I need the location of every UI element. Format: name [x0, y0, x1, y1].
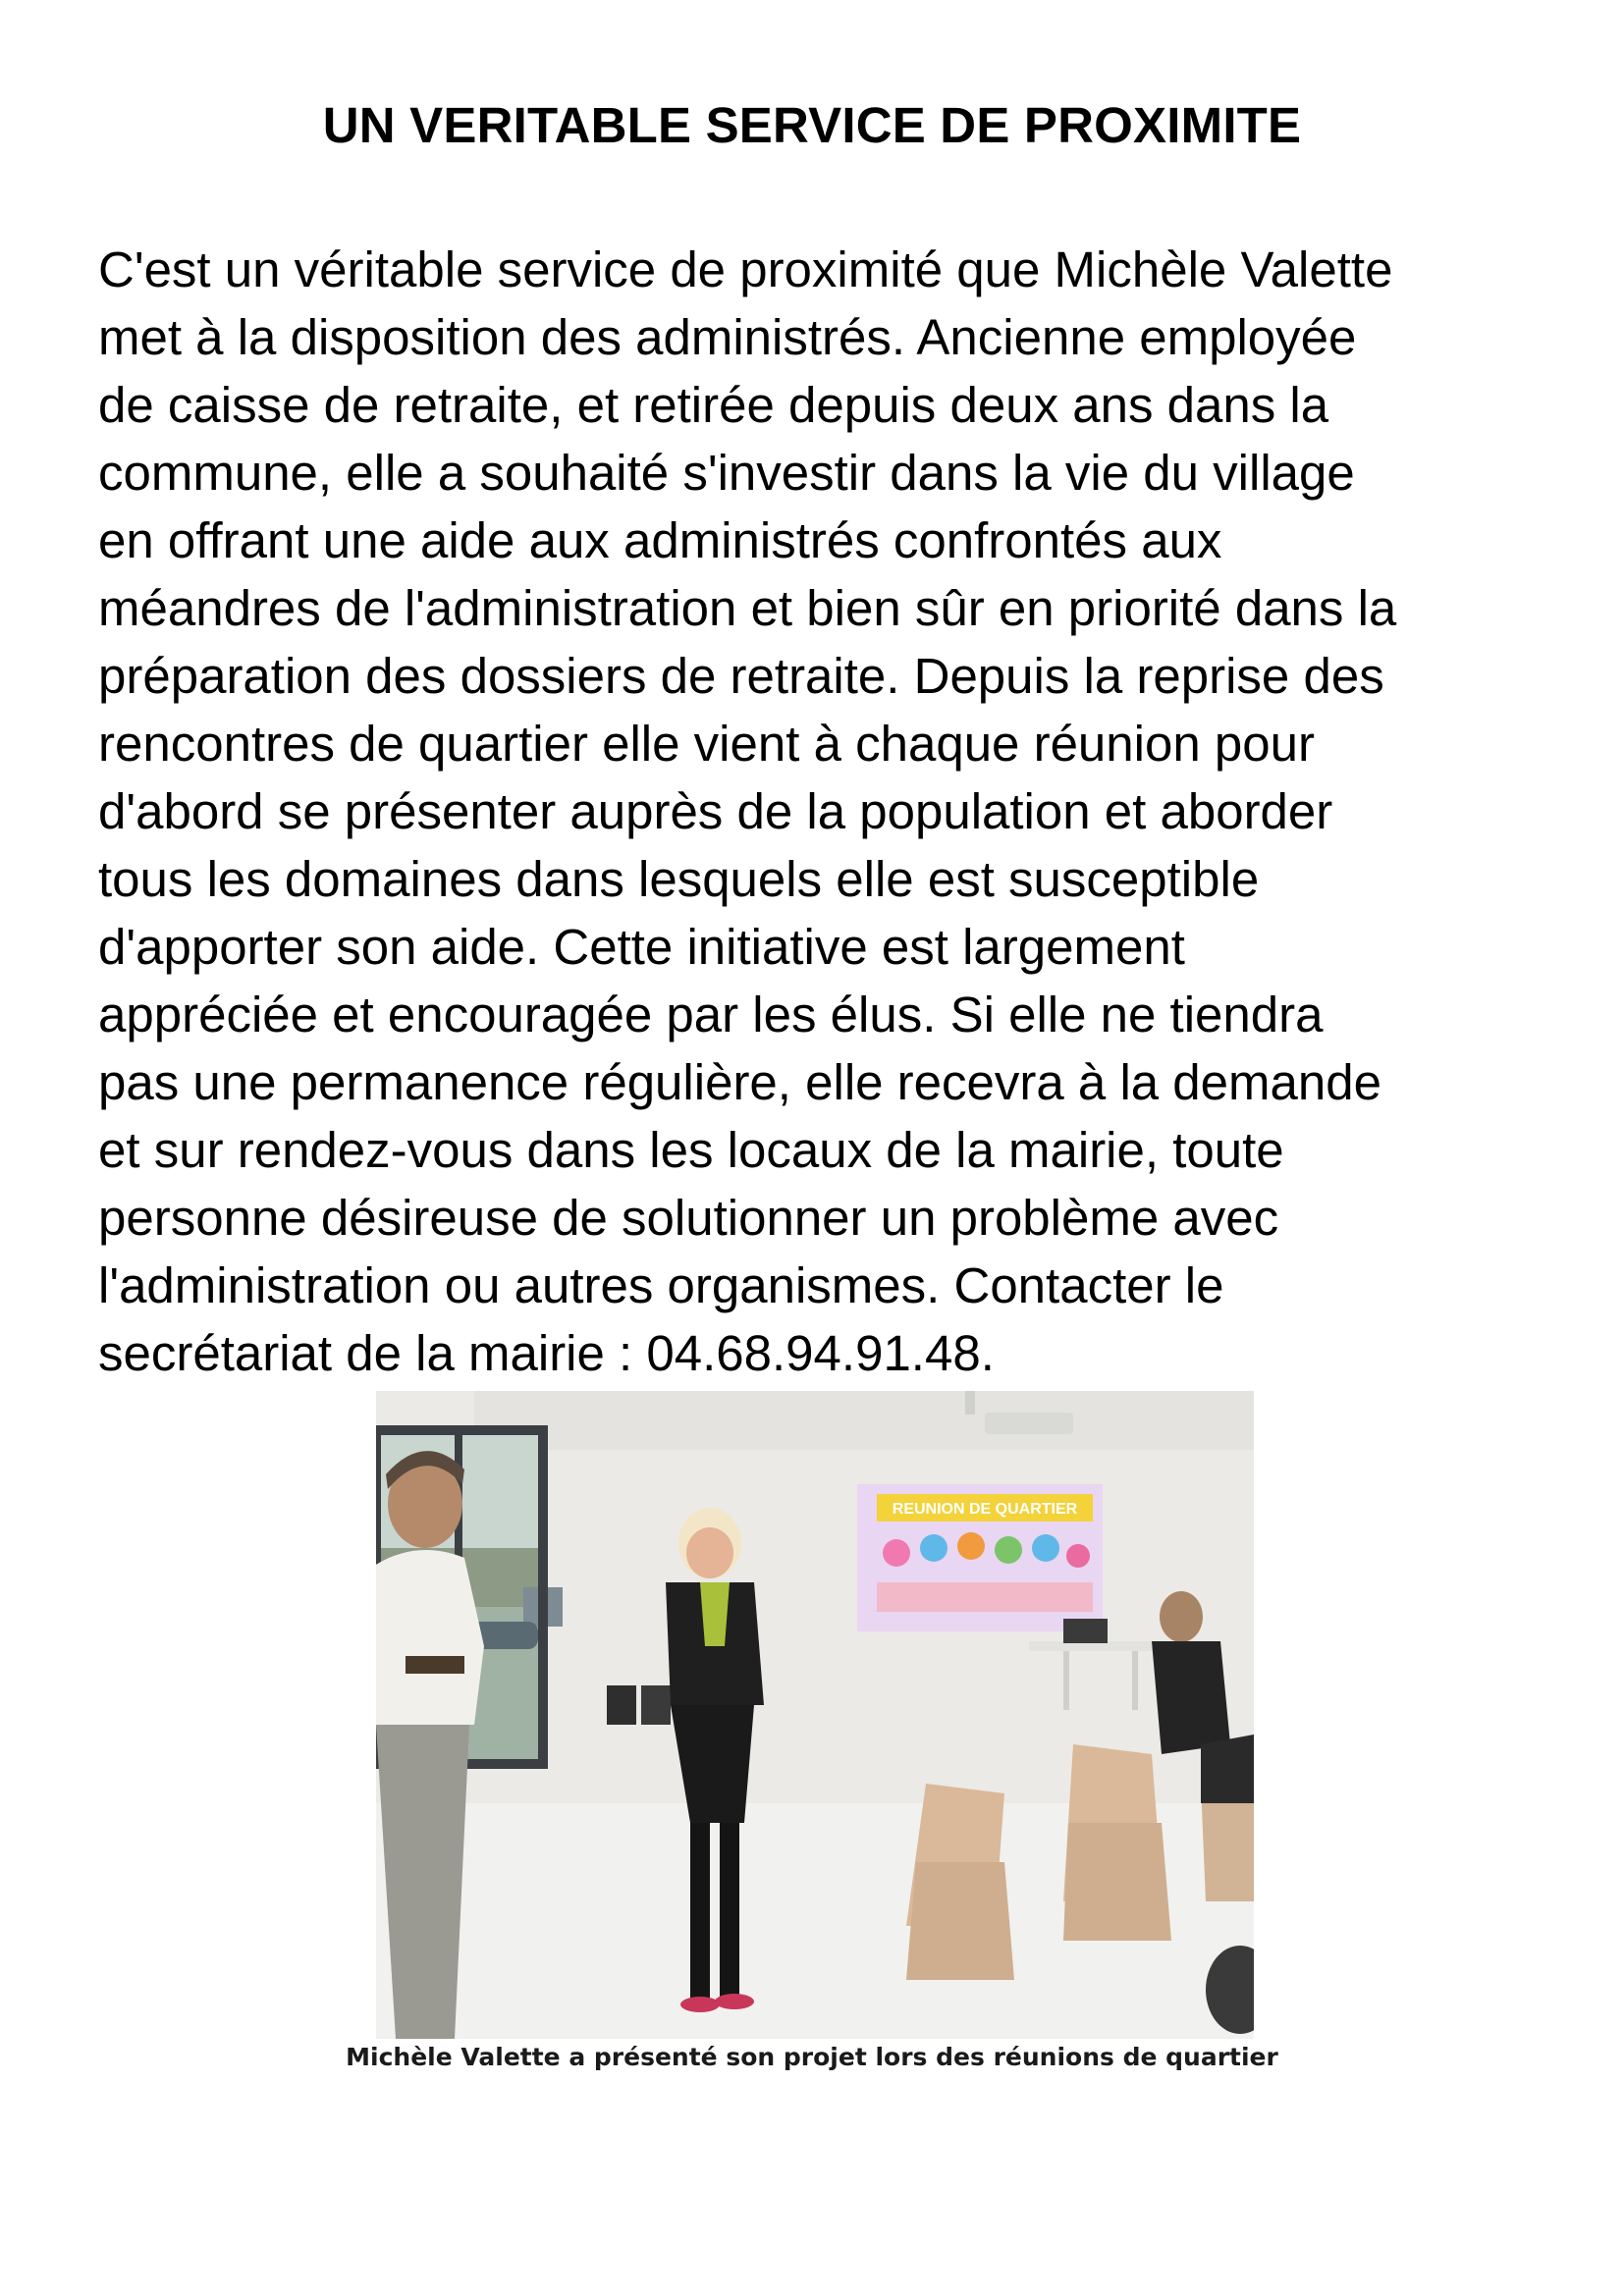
body-line: pas une permanence régulière, elle recevra à la demande	[98, 1054, 1381, 1110]
body-line: C'est un véritable service de proximité que Michèle Valette	[98, 241, 1393, 297]
body-line: met à la disposition des administrés. Ancienne employée	[98, 309, 1357, 365]
body-line: préparation des dossiers de retraite. Depuis la reprise des	[98, 648, 1384, 704]
photo-person-right-body	[1152, 1641, 1230, 1754]
article-body	[98, 236, 1551, 1387]
page-title: UN VERITABLE SERVICE DE PROXIMITE	[322, 97, 1302, 153]
photo-screen-text: REUNION DE QUARTIER	[892, 1501, 1078, 1518]
body-line: d'abord se présenter auprès de la population et aborder	[98, 783, 1333, 839]
photo-ceiling	[474, 1391, 1254, 1450]
photo-bin	[607, 1685, 636, 1725]
photo-projector	[985, 1413, 1073, 1434]
photo-person-right-head	[1160, 1591, 1203, 1642]
body-line: commune, elle a souhaité s'investir dans la vie du village	[98, 445, 1355, 501]
body-line: d'apporter son aide. Cette initiative est largement	[98, 919, 1185, 975]
meeting-photo	[376, 1391, 1254, 2039]
body-line: de caisse de retraite, et retirée depuis deux ans dans la	[98, 377, 1329, 433]
body-line: l'administration ou autres organismes. Contacter le	[98, 1257, 1224, 1313]
body-line: tous les domaines dans lesquels elle est susceptible	[98, 851, 1260, 907]
body-line: en offrant une aide aux administrés confrontés aux	[98, 512, 1222, 568]
body-line: rencontres de quartier elle vient à chaque réunion pour	[98, 716, 1315, 772]
photo-laptop	[1063, 1619, 1108, 1643]
body-line: appréciée et encouragée par les élus. Si elle ne tiendra	[98, 987, 1324, 1042]
photo-person-left-body	[376, 1550, 484, 1725]
photo-bin	[641, 1685, 671, 1725]
body-line: et sur rendez-vous dans les locaux de la mairie, toute	[98, 1122, 1284, 1178]
photo-caption: Michèle Valette a présenté son projet lors des réunions de quartier	[346, 2043, 1278, 2071]
body-line: secrétariat de la mairie : 04.68.94.91.48.	[98, 1325, 995, 1381]
body-line: personne désireuse de solutionner un problème avec	[98, 1190, 1279, 1246]
body-line: méandres de l'administration et bien sûr en priorité dans la	[98, 580, 1397, 636]
